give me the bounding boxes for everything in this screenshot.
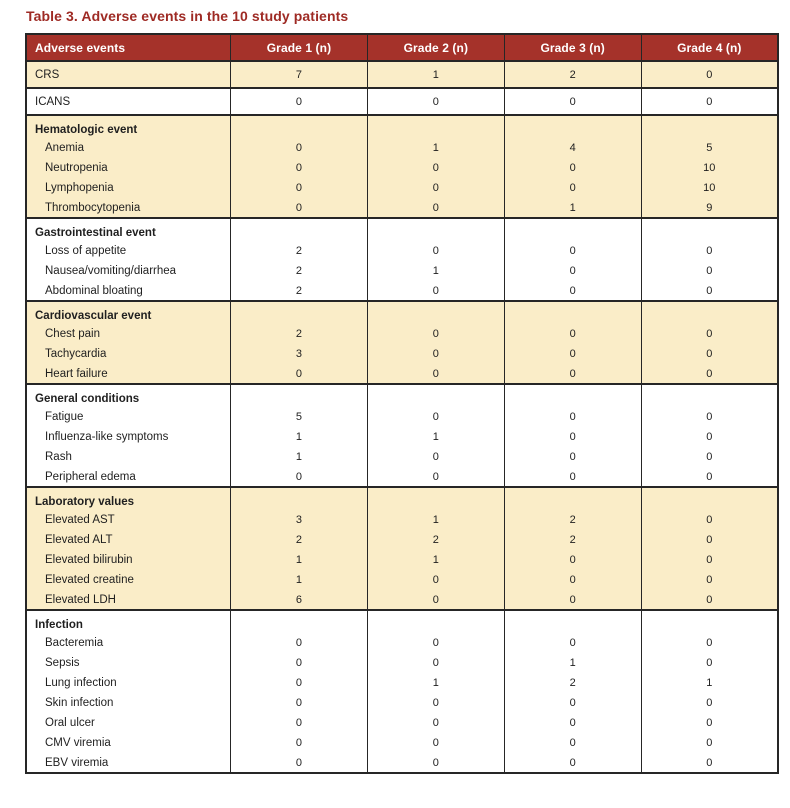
value-cell: 0 bbox=[504, 447, 641, 467]
table-row bbox=[26, 550, 778, 570]
table-row bbox=[26, 673, 778, 693]
column-header-grade-4-n: Grade 4 (n) bbox=[641, 34, 778, 61]
table-row bbox=[26, 344, 778, 364]
row-label-cell: EBV viremia bbox=[26, 753, 231, 773]
value-cell: 0 bbox=[641, 467, 778, 487]
table-row bbox=[26, 407, 778, 427]
value-cell: 0 bbox=[367, 178, 504, 198]
row-label-cell: Elevated creatine bbox=[26, 570, 231, 590]
value-cell bbox=[504, 218, 641, 241]
value-cell: 0 bbox=[504, 713, 641, 733]
value-cell bbox=[504, 115, 641, 138]
row-label-cell: CRS bbox=[26, 61, 231, 88]
value-cell: 0 bbox=[504, 693, 641, 713]
value-cell: 7 bbox=[231, 61, 368, 88]
section-laboratory-values bbox=[26, 487, 778, 610]
section-gastrointestinal-event bbox=[26, 218, 778, 301]
value-cell: 1 bbox=[504, 198, 641, 218]
value-cell: 0 bbox=[367, 753, 504, 773]
value-cell: 0 bbox=[367, 713, 504, 733]
value-cell: 0 bbox=[231, 158, 368, 178]
value-cell: 0 bbox=[641, 344, 778, 364]
value-cell: 9 bbox=[641, 198, 778, 218]
section-crs bbox=[26, 61, 778, 88]
value-cell: 0 bbox=[641, 261, 778, 281]
value-cell: 0 bbox=[504, 178, 641, 198]
row-label-cell: Abdominal bloating bbox=[26, 281, 231, 301]
value-cell: 0 bbox=[504, 550, 641, 570]
value-cell: 1 bbox=[231, 570, 368, 590]
table-row bbox=[26, 733, 778, 753]
value-cell bbox=[504, 384, 641, 407]
value-cell: 2 bbox=[231, 324, 368, 344]
table-row bbox=[26, 753, 778, 773]
value-cell: 0 bbox=[504, 753, 641, 773]
row-label-cell: Thrombocytopenia bbox=[26, 198, 231, 218]
table-header bbox=[26, 34, 778, 61]
adverse-events-table bbox=[25, 33, 779, 774]
table-row bbox=[26, 590, 778, 610]
table-row bbox=[26, 713, 778, 733]
value-cell: 2 bbox=[231, 241, 368, 261]
table-row bbox=[26, 653, 778, 673]
table-row bbox=[26, 138, 778, 158]
row-label-cell: Bacteremia bbox=[26, 633, 231, 653]
section-hematologic-event bbox=[26, 115, 778, 218]
value-cell: 0 bbox=[641, 364, 778, 384]
value-cell: 0 bbox=[504, 158, 641, 178]
group-header-row bbox=[26, 218, 778, 241]
value-cell bbox=[231, 384, 368, 407]
row-label-cell: General conditions bbox=[26, 384, 231, 407]
row-label-cell: Influenza-like symptoms bbox=[26, 427, 231, 447]
value-cell: 1 bbox=[367, 427, 504, 447]
value-cell: 2 bbox=[231, 281, 368, 301]
value-cell: 0 bbox=[367, 653, 504, 673]
value-cell: 2 bbox=[504, 510, 641, 530]
value-cell bbox=[367, 301, 504, 324]
row-label-cell: Sepsis bbox=[26, 653, 231, 673]
row-label-cell: Oral ulcer bbox=[26, 713, 231, 733]
value-cell: 0 bbox=[231, 467, 368, 487]
value-cell bbox=[367, 218, 504, 241]
value-cell bbox=[641, 115, 778, 138]
row-label-cell: Lymphopenia bbox=[26, 178, 231, 198]
value-cell: 2 bbox=[231, 530, 368, 550]
value-cell: 0 bbox=[641, 550, 778, 570]
value-cell: 0 bbox=[231, 753, 368, 773]
value-cell: 0 bbox=[367, 281, 504, 301]
table-row bbox=[26, 178, 778, 198]
value-cell bbox=[641, 487, 778, 510]
value-cell: 0 bbox=[367, 733, 504, 753]
row-label-cell: Laboratory values bbox=[26, 487, 231, 510]
value-cell: 0 bbox=[504, 427, 641, 447]
value-cell: 2 bbox=[231, 261, 368, 281]
group-header-row bbox=[26, 384, 778, 407]
row-label-cell: Chest pain bbox=[26, 324, 231, 344]
row-label-cell: Anemia bbox=[26, 138, 231, 158]
value-cell: 0 bbox=[504, 324, 641, 344]
group-header-row bbox=[26, 610, 778, 633]
value-cell: 0 bbox=[367, 467, 504, 487]
value-cell bbox=[367, 384, 504, 407]
table-row bbox=[26, 198, 778, 218]
table-row bbox=[26, 510, 778, 530]
value-cell: 0 bbox=[504, 590, 641, 610]
column-header-grade-2-n: Grade 2 (n) bbox=[367, 34, 504, 61]
table-row bbox=[26, 281, 778, 301]
value-cell: 1 bbox=[231, 447, 368, 467]
row-label-cell: Peripheral edema bbox=[26, 467, 231, 487]
value-cell bbox=[231, 218, 368, 241]
value-cell bbox=[641, 301, 778, 324]
value-cell: 5 bbox=[641, 138, 778, 158]
value-cell: 0 bbox=[231, 633, 368, 653]
table-row bbox=[26, 364, 778, 384]
row-label-cell: Elevated LDH bbox=[26, 590, 231, 610]
value-cell bbox=[641, 610, 778, 633]
value-cell: 0 bbox=[367, 241, 504, 261]
value-cell bbox=[231, 610, 368, 633]
value-cell: 0 bbox=[367, 198, 504, 218]
value-cell: 1 bbox=[367, 261, 504, 281]
row-label-cell: Elevated bilirubin bbox=[26, 550, 231, 570]
table-row bbox=[26, 61, 778, 88]
value-cell: 2 bbox=[504, 530, 641, 550]
row-label-cell: Cardiovascular event bbox=[26, 301, 231, 324]
value-cell: 0 bbox=[231, 198, 368, 218]
value-cell: 0 bbox=[641, 733, 778, 753]
row-label-cell: Heart failure bbox=[26, 364, 231, 384]
column-header-adverse-events: Adverse events bbox=[26, 34, 231, 61]
value-cell: 1 bbox=[504, 653, 641, 673]
value-cell: 0 bbox=[367, 344, 504, 364]
table-row bbox=[26, 633, 778, 653]
value-cell bbox=[641, 218, 778, 241]
row-label-cell: Rash bbox=[26, 447, 231, 467]
value-cell bbox=[504, 487, 641, 510]
value-cell: 0 bbox=[504, 633, 641, 653]
table-row bbox=[26, 693, 778, 713]
value-cell: 0 bbox=[231, 673, 368, 693]
value-cell bbox=[641, 384, 778, 407]
value-cell: 0 bbox=[641, 324, 778, 344]
value-cell: 0 bbox=[231, 364, 368, 384]
row-label-cell: Elevated ALT bbox=[26, 530, 231, 550]
value-cell: 0 bbox=[504, 281, 641, 301]
value-cell bbox=[231, 115, 368, 138]
value-cell: 0 bbox=[641, 530, 778, 550]
value-cell: 0 bbox=[641, 713, 778, 733]
value-cell: 1 bbox=[231, 427, 368, 447]
value-cell: 0 bbox=[641, 281, 778, 301]
table-row bbox=[26, 324, 778, 344]
value-cell: 0 bbox=[641, 570, 778, 590]
value-cell: 0 bbox=[367, 447, 504, 467]
value-cell: 0 bbox=[641, 653, 778, 673]
value-cell: 0 bbox=[231, 653, 368, 673]
row-label-cell: Neutropenia bbox=[26, 158, 231, 178]
value-cell: 0 bbox=[504, 407, 641, 427]
value-cell: 0 bbox=[641, 447, 778, 467]
value-cell: 0 bbox=[641, 241, 778, 261]
value-cell: 0 bbox=[641, 633, 778, 653]
value-cell: 0 bbox=[504, 241, 641, 261]
value-cell bbox=[231, 487, 368, 510]
section-cardiovascular-event bbox=[26, 301, 778, 384]
value-cell: 5 bbox=[231, 407, 368, 427]
section-infection bbox=[26, 610, 778, 773]
value-cell: 4 bbox=[504, 138, 641, 158]
value-cell: 2 bbox=[367, 530, 504, 550]
value-cell: 0 bbox=[641, 693, 778, 713]
value-cell: 0 bbox=[367, 407, 504, 427]
section-general-conditions bbox=[26, 384, 778, 487]
table-row bbox=[26, 467, 778, 487]
value-cell: 0 bbox=[504, 261, 641, 281]
table-row bbox=[26, 530, 778, 550]
value-cell: 0 bbox=[504, 88, 641, 115]
table-row bbox=[26, 447, 778, 467]
value-cell: 0 bbox=[504, 344, 641, 364]
header-row bbox=[26, 34, 778, 61]
value-cell: 0 bbox=[367, 693, 504, 713]
value-cell bbox=[504, 301, 641, 324]
value-cell: 0 bbox=[367, 324, 504, 344]
value-cell: 0 bbox=[231, 693, 368, 713]
table-row bbox=[26, 241, 778, 261]
value-cell bbox=[231, 301, 368, 324]
table-title: Table 3. Adverse events in the 10 study patients bbox=[26, 8, 349, 24]
value-cell: 0 bbox=[231, 88, 368, 115]
value-cell bbox=[367, 610, 504, 633]
value-cell: 0 bbox=[641, 407, 778, 427]
group-header-row bbox=[26, 301, 778, 324]
value-cell: 0 bbox=[367, 570, 504, 590]
row-label-cell: Nausea/vomiting/diarrhea bbox=[26, 261, 231, 281]
table-row bbox=[26, 570, 778, 590]
value-cell: 0 bbox=[231, 733, 368, 753]
value-cell: 3 bbox=[231, 344, 368, 364]
value-cell: 0 bbox=[641, 427, 778, 447]
value-cell: 0 bbox=[504, 733, 641, 753]
table-row bbox=[26, 427, 778, 447]
table-row bbox=[26, 158, 778, 178]
table-row bbox=[26, 88, 778, 115]
row-label-cell: Infection bbox=[26, 610, 231, 633]
row-label-cell: ICANS bbox=[26, 88, 231, 115]
value-cell: 1 bbox=[367, 550, 504, 570]
row-label-cell: Hematologic event bbox=[26, 115, 231, 138]
value-cell: 1 bbox=[231, 550, 368, 570]
row-label-cell: Skin infection bbox=[26, 693, 231, 713]
value-cell: 6 bbox=[231, 590, 368, 610]
row-label-cell: Elevated AST bbox=[26, 510, 231, 530]
value-cell: 0 bbox=[504, 467, 641, 487]
column-header-grade-3-n: Grade 3 (n) bbox=[504, 34, 641, 61]
value-cell: 0 bbox=[367, 364, 504, 384]
value-cell: 2 bbox=[504, 61, 641, 88]
value-cell bbox=[504, 610, 641, 633]
group-header-row bbox=[26, 487, 778, 510]
row-label-cell: Gastrointestinal event bbox=[26, 218, 231, 241]
value-cell: 0 bbox=[367, 88, 504, 115]
value-cell: 0 bbox=[231, 713, 368, 733]
value-cell: 0 bbox=[231, 178, 368, 198]
value-cell: 0 bbox=[504, 364, 641, 384]
value-cell: 0 bbox=[504, 570, 641, 590]
value-cell: 1 bbox=[367, 510, 504, 530]
section-icans bbox=[26, 88, 778, 115]
table-row bbox=[26, 261, 778, 281]
row-label-cell: Tachycardia bbox=[26, 344, 231, 364]
value-cell: 1 bbox=[367, 138, 504, 158]
row-label-cell: Lung infection bbox=[26, 673, 231, 693]
value-cell: 10 bbox=[641, 178, 778, 198]
value-cell bbox=[367, 487, 504, 510]
row-label-cell: CMV viremia bbox=[26, 733, 231, 753]
value-cell bbox=[367, 115, 504, 138]
value-cell: 1 bbox=[367, 673, 504, 693]
value-cell: 0 bbox=[367, 158, 504, 178]
value-cell: 1 bbox=[367, 61, 504, 88]
value-cell: 0 bbox=[641, 510, 778, 530]
value-cell: 0 bbox=[641, 590, 778, 610]
row-label-cell: Fatigue bbox=[26, 407, 231, 427]
value-cell: 0 bbox=[231, 138, 368, 158]
value-cell: 2 bbox=[504, 673, 641, 693]
row-label-cell: Loss of appetite bbox=[26, 241, 231, 261]
value-cell: 0 bbox=[367, 633, 504, 653]
value-cell: 0 bbox=[367, 590, 504, 610]
value-cell: 0 bbox=[641, 61, 778, 88]
column-header-grade-1-n: Grade 1 (n) bbox=[231, 34, 368, 61]
value-cell: 10 bbox=[641, 158, 778, 178]
group-header-row bbox=[26, 115, 778, 138]
value-cell: 3 bbox=[231, 510, 368, 530]
value-cell: 0 bbox=[641, 88, 778, 115]
value-cell: 1 bbox=[641, 673, 778, 693]
value-cell: 0 bbox=[641, 753, 778, 773]
